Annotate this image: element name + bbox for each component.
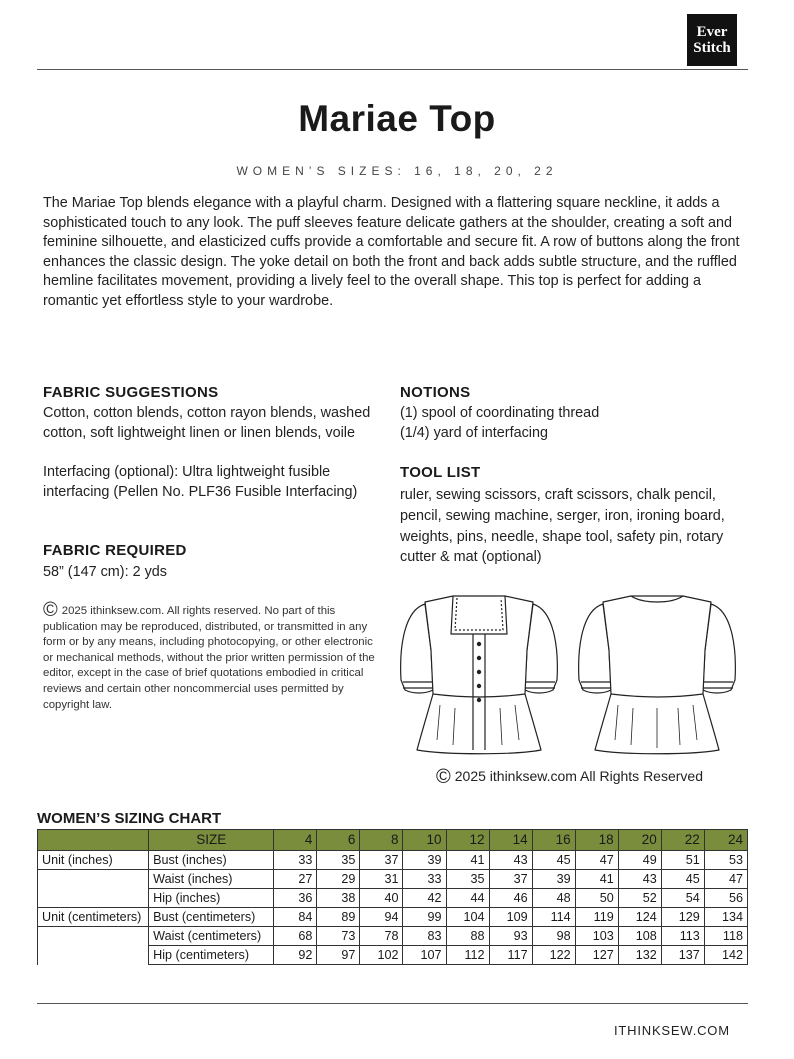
copyright-notice	[43, 599, 383, 713]
notions-item: (1/4) yard of interfacing	[400, 425, 548, 441]
unit-cell	[38, 927, 149, 946]
website-url: ITHINKSEW.COM	[614, 1023, 730, 1038]
value-cell: 48	[532, 889, 575, 908]
table-row	[38, 908, 748, 927]
size-column-header: 12	[446, 830, 489, 851]
value-cell: 35	[446, 870, 489, 889]
value-cell: 73	[317, 927, 360, 946]
value-cell: 94	[360, 908, 403, 927]
measurement-cell: Hip (inches)	[149, 889, 274, 908]
fabric-required-text: 58” (147 cm): 2 yds	[43, 564, 167, 580]
unit-cell	[38, 889, 149, 908]
top-divider	[37, 69, 748, 70]
bottom-divider	[37, 1003, 748, 1004]
value-cell: 89	[317, 908, 360, 927]
fabric-suggestions-text: Cotton, cotton blends, cotton rayon blends, washed cotton, soft lightweight linen or linen blends, voile	[43, 405, 371, 441]
value-cell: 41	[575, 870, 618, 889]
logo-line-2: Stitch	[693, 40, 731, 56]
value-cell: 102	[360, 946, 403, 965]
garment-illustrations	[395, 590, 751, 762]
size-column-header: 10	[403, 830, 446, 851]
front-view-drawing	[401, 596, 558, 754]
value-cell: 39	[403, 851, 446, 870]
value-cell: 83	[403, 927, 446, 946]
value-cell: 97	[317, 946, 360, 965]
unit-cell: Unit (centimeters)	[38, 908, 149, 927]
value-cell: 37	[360, 851, 403, 870]
value-cell: 112	[446, 946, 489, 965]
tool-list-text: ruler, sewing scissors, craft scissors, chalk pencil, pencil, sewing machine, serger, iron, ironing board, weights, pins, needle, shape tool, safety pin, rotary cutter & mat (optional)	[400, 487, 725, 566]
table-header-row	[38, 830, 748, 851]
value-cell: 56	[704, 889, 747, 908]
size-column-header: 20	[618, 830, 661, 851]
fabric-required-heading: FABRIC REQUIRED	[43, 542, 187, 559]
value-cell: 84	[274, 908, 317, 927]
value-cell: 29	[317, 870, 360, 889]
value-cell: 46	[489, 889, 532, 908]
size-column-header: 4	[274, 830, 317, 851]
size-column-header: 18	[575, 830, 618, 851]
image-copyright-text: 2025 ithinksew.com All Rights Reserved	[454, 768, 703, 784]
image-copyright	[436, 766, 703, 789]
size-header: SIZE	[149, 830, 274, 851]
unit-cell: Unit (inches)	[38, 851, 149, 870]
value-cell: 51	[661, 851, 704, 870]
value-cell: 127	[575, 946, 618, 965]
value-cell: 47	[575, 851, 618, 870]
value-cell: 107	[403, 946, 446, 965]
table-row	[38, 870, 748, 889]
table-row	[38, 851, 748, 870]
copyright-icon: ©	[436, 766, 451, 788]
size-column-header: 22	[661, 830, 704, 851]
value-cell: 104	[446, 908, 489, 927]
size-column-header: 6	[317, 830, 360, 851]
measurement-cell: Bust (inches)	[149, 851, 274, 870]
value-cell: 42	[403, 889, 446, 908]
value-cell: 92	[274, 946, 317, 965]
value-cell: 117	[489, 946, 532, 965]
value-cell: 49	[618, 851, 661, 870]
value-cell: 134	[704, 908, 747, 927]
value-cell: 53	[704, 851, 747, 870]
back-view-drawing	[579, 596, 736, 754]
value-cell: 43	[489, 851, 532, 870]
value-cell: 36	[274, 889, 317, 908]
value-cell: 45	[661, 870, 704, 889]
value-cell: 93	[489, 927, 532, 946]
value-cell: 113	[661, 927, 704, 946]
size-column-header: 14	[489, 830, 532, 851]
value-cell: 114	[532, 908, 575, 927]
value-cell: 37	[489, 870, 532, 889]
value-cell: 103	[575, 927, 618, 946]
value-cell: 68	[274, 927, 317, 946]
value-cell: 33	[403, 870, 446, 889]
logo-line-1: Ever	[696, 24, 728, 40]
table-header-blank	[38, 830, 149, 851]
value-cell: 47	[704, 870, 747, 889]
value-cell: 137	[661, 946, 704, 965]
notions-heading: NOTIONS	[400, 384, 471, 401]
value-cell: 27	[274, 870, 317, 889]
measurement-cell: Waist (centimeters)	[149, 927, 274, 946]
sizes-subtitle: WOMEN’S SIZES: 16, 18, 20, 22	[236, 164, 558, 178]
value-cell: 54	[661, 889, 704, 908]
size-column-header: 16	[532, 830, 575, 851]
value-cell: 44	[446, 889, 489, 908]
unit-cell	[38, 946, 149, 965]
value-cell: 118	[704, 927, 747, 946]
value-cell: 45	[532, 851, 575, 870]
value-cell: 88	[446, 927, 489, 946]
value-cell: 39	[532, 870, 575, 889]
brand-logo	[687, 14, 737, 66]
value-cell: 52	[618, 889, 661, 908]
value-cell: 142	[704, 946, 747, 965]
value-cell: 108	[618, 927, 661, 946]
value-cell: 40	[360, 889, 403, 908]
value-cell: 78	[360, 927, 403, 946]
measurement-cell: Hip (centimeters)	[149, 946, 274, 965]
interfacing-text: Interfacing (optional): Ultra lightweight fusible interfacing (Pellen No. PLF36 Fusible Interfacing)	[43, 464, 358, 500]
table-row	[38, 946, 748, 965]
value-cell: 41	[446, 851, 489, 870]
value-cell: 129	[661, 908, 704, 927]
description: The Mariae Top blends elegance with a playful charm. Designed with a flattering square neckline, it adds a sophisticated touch to any look. The puff sleeves feature delicate gathers at the shoulder, creating a soft and feminine silhouette, and elasticized cuffs provide a comfortable and secure fit. A row of buttons along the front enhances the classic design. The yoke detail on both the front and back adds subtle structure, and the ruffled hemline facilitates movement, providing a lively feel to the overall shape. This top is perfect for adding a romantic yet effortless style to your wardrobe.	[43, 195, 740, 309]
value-cell: 122	[532, 946, 575, 965]
value-cell: 124	[618, 908, 661, 927]
tool-list-heading: TOOL LIST	[400, 464, 481, 481]
measurement-cell: Waist (inches)	[149, 870, 274, 889]
size-column-header: 8	[360, 830, 403, 851]
value-cell: 98	[532, 927, 575, 946]
page-title: Mariae Top	[298, 98, 496, 139]
unit-cell	[38, 870, 149, 889]
size-column-header: 24	[704, 830, 747, 851]
value-cell: 109	[489, 908, 532, 927]
value-cell: 50	[575, 889, 618, 908]
value-cell: 99	[403, 908, 446, 927]
value-cell: 38	[317, 889, 360, 908]
value-cell: 132	[618, 946, 661, 965]
value-cell: 43	[618, 870, 661, 889]
value-cell: 31	[360, 870, 403, 889]
value-cell: 33	[274, 851, 317, 870]
table-row	[38, 927, 748, 946]
measurement-cell: Bust (centimeters)	[149, 908, 274, 927]
copyright-icon: ©	[43, 599, 58, 621]
sizing-chart-title: WOMEN’S SIZING CHART	[37, 810, 222, 827]
table-row	[38, 889, 748, 908]
value-cell: 119	[575, 908, 618, 927]
copyright-text: 2025 ithinksew.com. All rights reserved. No part of this publication may be reproduced, distributed, or transmitted in any form or by any means, including photocopying, or other electronic or mechanical methods, without the prior written permission of the editor, except in the case of brief quotations embodied in critical reviews and certain other noncommercial uses permitted by copyright law.	[43, 605, 375, 711]
sizing-chart-table	[37, 829, 748, 965]
notions-item: (1) spool of coordinating thread	[400, 405, 600, 421]
fabric-suggestions-heading: FABRIC SUGGESTIONS	[43, 384, 219, 401]
value-cell: 35	[317, 851, 360, 870]
